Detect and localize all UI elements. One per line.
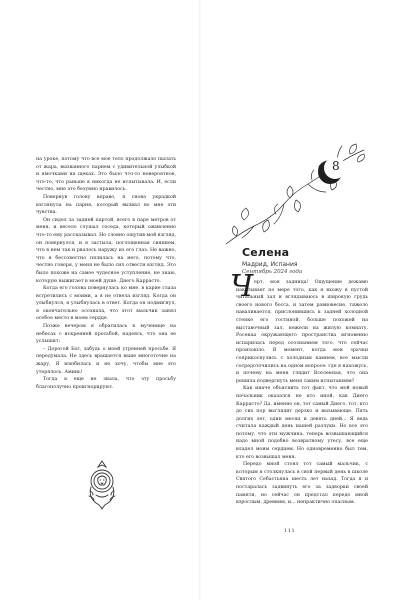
chapter-date: Сентябрь 2024 года xyxy=(242,269,303,275)
left-paragraph-3: Он сидел за задней партой, всего в паре метров от меня, и весело слушал соседа, который оживленно что-то ему рассказывал. Но словно ощутив мой взгляд, он повернулся, и я застыла, поглощенная сиянием, что в нем так и рвалось наружу из его глаз. Не важно, что я бессовестно пялилась на него, потому что, честно говоря, у меня не было сил отвести взгляд. Это было похоже на самое чудесное уступление, не знаю, которую выжигает в моей душе. Диего Каррасто. xyxy=(36,217,176,284)
left-paragraph-7: Тогда я еще не знала, что эту просьбу благополучно проигнорируют. xyxy=(36,377,176,390)
lion-crest-icon xyxy=(82,457,122,517)
page-number: 111 xyxy=(284,528,296,534)
chapter-location: Мадрид, Испания xyxy=(242,261,298,268)
moon-ivy-chapter-icon xyxy=(224,140,374,248)
right-paragraph-1: ерт, моя задница! Ощущение дежавю накатывает по мере того, как я вхожу в пустой читальный зал и вглядываюсь в широкую грудь своего нового босса, и затем равновесие, тяжело наваливается, прислонившись к задней холодной стенке его гостиной, больше похожей на выставочный зал, нежели на жилую комнату. Росекаа окружающего пространства мгновенно испарилась перед осознанием того, что сейчас произошло. В момент, когда мои зрачки соприкоснулись с холодным камнем, все мысли сосредоточились на одном вопросе: где я нахожусь, и почему на меня глядит Вселенная, что она решила подвергнуть меня таким испытаниям? xyxy=(236,280,368,384)
left-paragraph-5: Позже вечером я обратилась к мученице на небесах с искренней просьбой, надеясь, что она ее услышит: xyxy=(36,324,176,345)
right-paragraph-3: Передо мной стоял тот самый мальчик, с которым я столкнулась в свой первый день в школе Святого Себастьяна шесть лет назад. Тогда я и постаралась задвинуть его за задворки своей памяти, но сейчас он предстал передо мной взрослым, древним, и... непрактично опасным. xyxy=(236,462,368,506)
chapter-number: 8 xyxy=(332,159,340,173)
left-paragraph-1: на уроке, потому что все мое тело продолжало пылать от жара, вызванного парнем с удивительной улыбкой и ямочками на щеках. Это было что-то невероятное, что-то, что раньше я никогда не испытывала. И, если честно, мне это безумно нравилось. xyxy=(36,157,176,193)
left-paragraph-4: Когда его голова повернулась ко мне, в карие глаза встретились с моими, а я не отвела взгляд. Когда он улыбнулся, я улыбнулась в ответ. Когда он подмигнул, я окончательно осознала, что этот мальчик занял особое место в моем сердце. xyxy=(36,286,176,322)
drop-cap: Ч xyxy=(230,269,254,304)
right-page xyxy=(200,0,400,600)
left-paragraph-2: Повернув голову вправо, я снова украдкой взглянула на парня, который вызвал во мне эти чувства. xyxy=(36,194,176,216)
left-paragraph-6: – Дорогой Бог, забудь о моей утренней просьбе. Я передумала. Не здесь вращается ваше многоточие на жару, Я влюбилась и не хочу, чтобы мне это утерялось. Аминь! xyxy=(36,346,176,375)
right-paragraph-2: Как иначе объяснить тот факт, что мой новый начальник оказался не кто иной, как Диего Каррасто? Да, именно он, тот самый Диего, тот, кто до сих пор выглядит дерзко и вызывающе. Пять долгих лет, один месяц и девять дней... Я ведь считала каждый день нашей разлуки. Но все это потому, что эти мужчина, теперь возвышающийся надо мной подобно возвратному утесу, все еще владел моим сердцем. Но одновременно был тем, кто его возвышал меня. xyxy=(236,386,368,460)
left-page-text xyxy=(36,156,176,391)
right-page-text xyxy=(236,279,368,507)
chapter-heading xyxy=(242,246,382,276)
character-name: Селена xyxy=(242,246,290,259)
